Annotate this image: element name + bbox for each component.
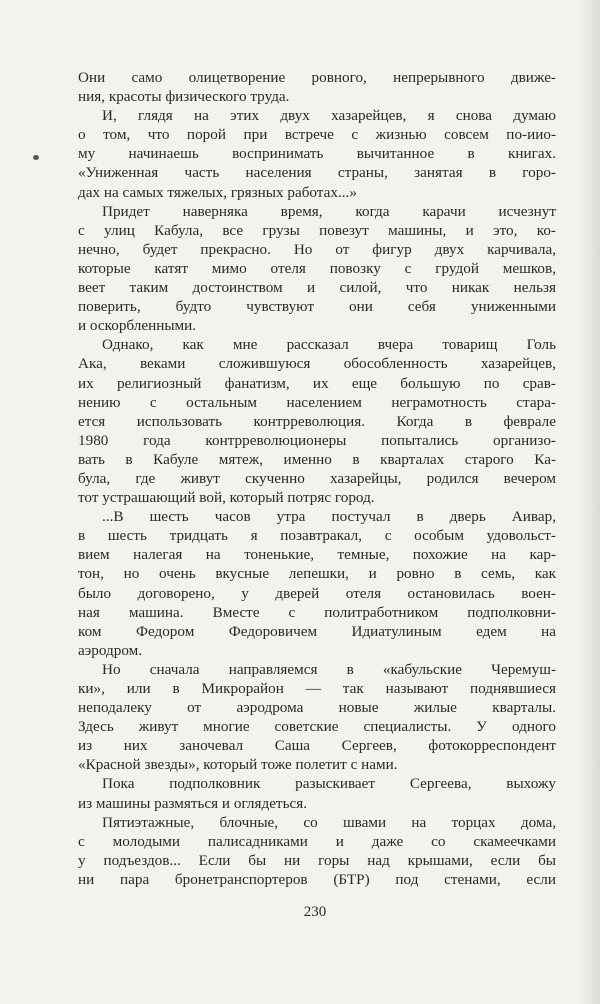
text-line: вать в Кабуле мятеж, именно в кварталах старого Ка-: [78, 450, 556, 468]
text-line: Ака, веками сложившуюся обособленность хазарейцев,: [78, 355, 556, 373]
text-line: поверить, будто чувствуют они себя униженными: [78, 298, 556, 316]
text-line: «Униженная часть населения страны, занятая в горо-: [78, 164, 556, 182]
text-line: с улиц Кабула, все грузы повезут машины, и это, ко-: [78, 221, 556, 239]
text-line: ется использовать контрреволюция. Когда в феврале: [78, 412, 556, 430]
text-line: было договорено, у дверей отеля остановилась воен-: [78, 584, 556, 602]
text-line: Здесь живут многие советские специалисты. У одного: [78, 718, 556, 736]
text-line: нечно, будет прекрасно. Но от фигур двух карчивала,: [78, 240, 556, 258]
text-line: о том, что порой при встрече с жизнью совсем по-иио-: [78, 126, 556, 144]
text-line: му начинаешь воспринимать вычитанное в книгах.: [78, 145, 556, 163]
body-text: [78, 68, 556, 889]
text-line: «Красной звезды», который тоже полетит с нами.: [78, 756, 398, 774]
paragraph: [78, 813, 556, 889]
text-line: нению с остальным населением неграмотность стара-: [78, 393, 556, 411]
paragraph: [78, 202, 556, 336]
paragraph: [78, 507, 556, 660]
paragraph: [78, 68, 556, 106]
scan-speck: [33, 155, 39, 160]
page-edge-shadow: [578, 0, 600, 1004]
text-line: и оскорбленными.: [78, 317, 197, 335]
text-line: ки», или в Микрорайон — так называют поднявшиеся: [78, 680, 556, 697]
paragraph: [78, 660, 556, 775]
text-line: неподалеку от аэродрома новые жилые кварталы.: [78, 699, 556, 717]
page-number: 230: [303, 904, 327, 920]
text-line: с молодыми палисадниками и даже со скамеечками: [78, 832, 556, 850]
text-line: дах на самых тяжелых, грязных работах...»: [78, 183, 357, 201]
text-line: ни пара бронетранспортеров (БТР) под стенами, если: [78, 870, 556, 888]
text-line: И, глядя на этих двух хазарейцев, я снова думаю: [102, 107, 556, 125]
text-line: вием налегая на тоненькие, темные, похожие на кар-: [78, 546, 556, 564]
text-line: ная машина. Вместе с политработником подполковни-: [78, 603, 556, 621]
text-line: веет таким достоинством и силой, что никак нельзя: [78, 279, 556, 297]
text-line: Пятиэтажные, блочные, со швами на торцах дома,: [102, 813, 556, 831]
text-line: ния, красоты физического труда.: [78, 88, 290, 106]
text-line: тот устрашающий вой, который потряс город.: [78, 489, 375, 507]
text-line: Но сначала направляемся в «кабульские Черемуш-: [102, 660, 556, 678]
text-line: Придет наверняка время, когда карачи исчезнут: [102, 202, 556, 220]
paragraph: [78, 335, 556, 507]
paragraph: [78, 774, 556, 812]
text-line: из машины размяться и оглядеться.: [78, 794, 308, 812]
paragraph: [78, 106, 556, 201]
text-line: була, где живут скученно хазарейцы, родился вечером: [78, 469, 556, 487]
text-line: ком Федором Федоровичем Идиатулиным едем на: [78, 622, 556, 640]
text-line: ...В шесть часов утра постучал в дверь Аивар,: [102, 508, 556, 526]
text-line: в шесть тридцать я позавтракал, с особым удовольст-: [78, 527, 556, 545]
text-line: которые катят мимо отеля повозку с грудой мешков,: [78, 259, 556, 277]
text-line: 1980 года контрреволюционеры попытались организо-: [78, 431, 556, 449]
text-line: у подъездов... Если бы ни горы над крышами, если бы: [78, 851, 556, 869]
text-line: аэродром.: [78, 641, 143, 659]
text-line: из них заночевал Саша Сергеев, фотокорреспондент: [78, 737, 556, 755]
text-line: их религиозный фанатизм, их еще большую по срав-: [78, 374, 556, 392]
text-line: Пока подполковник разыскивает Сергеева, выхожу: [102, 775, 556, 793]
text-line: тон, но очень вкусные лепешки, и ровно в семь, как: [78, 565, 556, 583]
text-line: Они само олицетворение ровного, непрерывного движе-: [78, 69, 556, 86]
text-line: Однако, как мне рассказал вчера товарищ Голь: [102, 336, 556, 354]
